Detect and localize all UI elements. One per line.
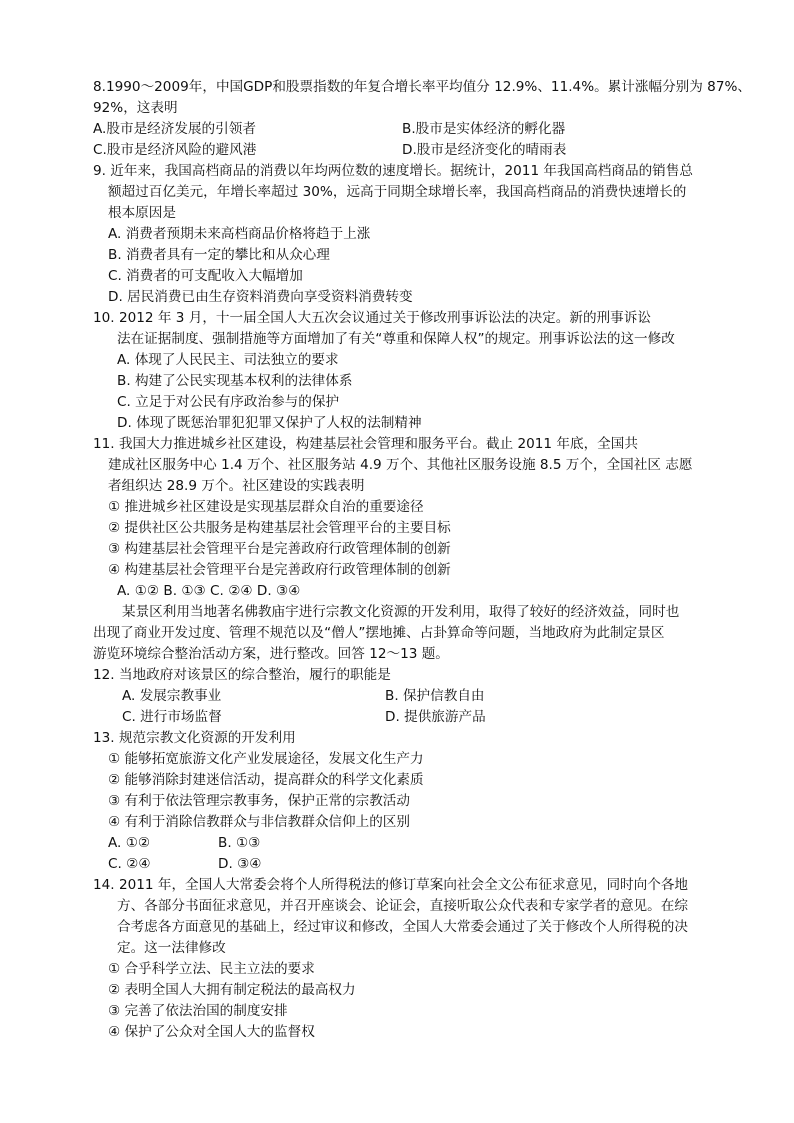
q9-option-d: D. 居民消费已由生存资料消费向享受资料消费转变 [108, 289, 413, 305]
q12-option-d: D. 提供旅游产品 [385, 709, 486, 725]
q13-statement-2: ② 能够消除封建迷信活动，提高群众的科学文化素质 [108, 772, 424, 788]
q13-statement-1: ① 能够拓宽旅游文化产业发展途径，发展文化生产力 [108, 751, 424, 767]
passage-line2: 出现了商业开发过度、管理不规范以及“僧人”摆地摊、占卦算命等问题，当地政府为此制定景区 [93, 625, 665, 641]
q12-option-a: A. 发展宗教事业 [122, 688, 222, 704]
q11-statement-2: ② 提供社区公共服务是构建基层社会管理平台的主要目标 [108, 520, 451, 536]
q11-statement-1: ① 推进城乡社区建设是实现基层群众自治的重要途径 [108, 499, 424, 515]
q9-option-c: C. 消费者的可支配收入大幅增加 [108, 268, 303, 284]
q9-option-a: A. 消费者预期未来高档商品价格将趋于上涨 [108, 226, 371, 242]
q12-option-b: B. 保护信教自由 [385, 688, 485, 704]
q10-stem-line1: 10. 2012 年 3 月，十一届全国人大五次会议通过关于修改刑事诉讼法的决定。新的刑事诉讼 [93, 310, 651, 326]
q11-statement-3: ③ 构建基层社会管理平台是完善政府行政管理体制的创新 [108, 541, 451, 557]
q13-option-d: D. ③④ [218, 856, 262, 872]
q14-stem-line3: 合考虑各方面意见的基础上，经过审议和修改，全国人大常委会通过了关于修改个人所得税的决 [117, 919, 688, 935]
q11-stem-line2: 建成社区服务中心 1.4 万个、社区服务站 4.9 万个、其他社区服务设施 8.5 万个，全国社区 志愿 [108, 457, 693, 473]
q9-stem-line2: 额超过百亿美元，年增长率超过 30%，远高于同期全球增长率，我国高档商品的消费快速增长的 [108, 184, 687, 200]
q13-statement-4: ④ 有利于消除信教群众与非信教群众信仰上的区别 [108, 814, 410, 830]
q13-statement-3: ③ 有利于依法管理宗教事务，保护正常的宗教活动 [108, 793, 410, 809]
q11-stem-line3: 者组织达 28.9 万个。社区建设的实践表明 [108, 478, 365, 494]
q9-stem-line3: 根本原因是 [108, 205, 176, 221]
passage-line3: 游览环境综合整治活动方案，进行整改。回答 12～13 题。 [93, 646, 449, 662]
q14-statement-3: ③ 完善了依法治国的制度安排 [108, 1003, 288, 1019]
q10-option-d: D. 体现了既惩治罪犯犯罪又保护了人权的法制精神 [117, 415, 422, 431]
q8-stem-line1: 8.1990～2009年，中国GDP和股票指数的年复合增长率平均值分 12.9%、11.4%。累计涨幅分别为 87%、 [93, 79, 751, 95]
q8-option-a: A.股市是经济发展的引领者 [93, 121, 256, 137]
q14-stem-line2: 方、各部分书面征求意见，并召开座谈会、论证会，直接听取公众代表和专家学者的意见。在综 [117, 898, 688, 914]
q8-option-b: B.股市是实体经济的孵化器 [402, 121, 566, 137]
q14-statement-1: ① 合乎科学立法、民主立法的要求 [108, 961, 315, 977]
q8-option-c: C.股市是经济风险的避风港 [93, 142, 257, 158]
q14-stem-line4: 定。这一法律修改 [117, 940, 226, 956]
q14-statement-2: ② 表明全国人大拥有制定税法的最高权力 [108, 982, 356, 998]
q10-stem-line2: 法在证据制度、强制措施等方面增加了有关“尊重和保障人权”的规定。刑事诉讼法的这一修改 [117, 331, 675, 347]
q11-statement-4: ④ 构建基层社会管理平台是完善政府行政管理体制的创新 [108, 562, 451, 578]
q9-option-b: B. 消费者具有一定的攀比和从众心理 [108, 247, 330, 263]
q10-option-c: C. 立足于对公民有序政治参与的保护 [117, 394, 340, 410]
q11-options: A. ①② B. ①③ C. ②④ D. ③④ [117, 583, 301, 599]
q8-option-d: D.股市是经济变化的晴雨表 [402, 142, 567, 158]
q8-stem-line2: 92%，这表明 [93, 100, 178, 116]
q12-stem: 12. 当地政府对该景区的综合整治，履行的职能是 [93, 667, 391, 683]
q14-stem-line1: 14. 2011 年，全国人大常委会将个人所得税法的修订草案向社会全文公布征求意见，同时向个各地 [93, 877, 689, 893]
q10-option-b: B. 构建了公民实现基本权利的法律体系 [117, 373, 353, 389]
q13-option-a: A. ①② [108, 835, 151, 851]
q9-stem-line1: 9. 近年来，我国高档商品的消费以年均两位数的速度增长。据统计，2011 年我国高档商品的销售总 [93, 163, 693, 179]
q13-stem: 13. 规范宗教文化资源的开发利用 [93, 730, 296, 746]
q13-option-b: B. ①③ [218, 835, 261, 851]
passage-line1: 某景区利用当地著名佛教庙宇进行宗教文化资源的开发利用，取得了较好的经济效益，同时也 [122, 604, 680, 620]
q13-option-c: C. ②④ [108, 856, 151, 872]
q10-option-a: A. 体现了人民民主、司法独立的要求 [117, 352, 339, 368]
q11-stem-line1: 11. 我国大力推进城乡社区建设，构建基层社会管理和服务平台。截止 2011 年底，全国共 [93, 436, 638, 452]
q14-statement-4: ④ 保护了公众对全国人大的监督权 [108, 1024, 315, 1040]
q12-option-c: C. 进行市场监督 [122, 709, 222, 725]
